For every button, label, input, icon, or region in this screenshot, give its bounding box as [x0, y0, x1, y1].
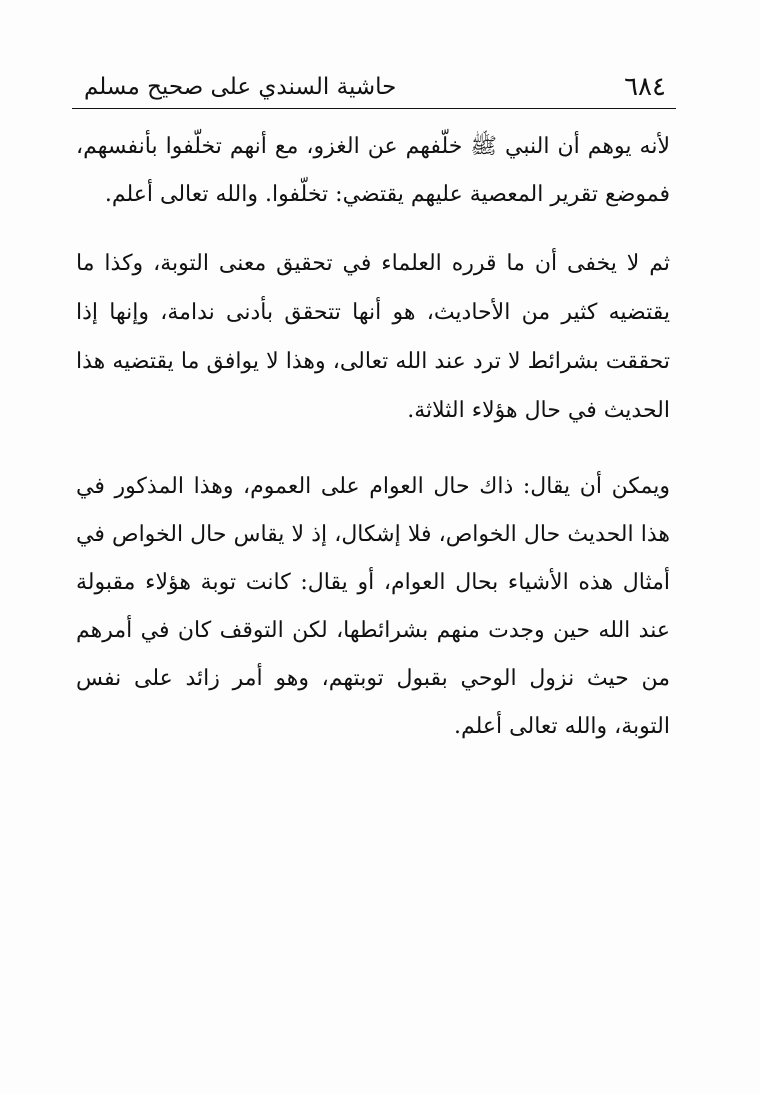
paragraph-3: ويمكن أن يقال: ذاك حال العوام على العموم، وهذا المذكور في هذا الحديث حال الخواص، فلا إشكال، إذ لا يقاس حال الخواص في أمثال هذه الأشياء بحال العوام، أو يقال: كانت توبة هؤلاء مقبولة عند الله حين وجدت منهم بشرائطها، لكن التوقف كان في أمرهم من حيث نزول الوحي بقبول توبتهم، وهو أمر زائد على نفس التوبة، والله تعالى أعلم. [76, 474, 670, 739]
body-text [76, 123, 670, 751]
page-header [72, 68, 676, 109]
paragraph-2: ثم لا يخفى أن ما قرره العلماء في تحقيق معنى التوبة، وكذا ما يقتضيه كثير من الأحاديث، هو أنها تتحقق بأدنى ندامة، وإنها إذا تحققت بشرائط لا ترد عند الله تعالى، وهذا لا يوافق ما يقتضيه هذا الحديث في حال هؤلاء الثلاثة. [76, 251, 670, 423]
page-number: ٦٨٤ [624, 72, 666, 102]
paragraph-1: لأنه يوهم أن النبي ﷺ خلّفهم عن الغزو، مع أنهم تخلّفوا بأنفسهم، فموضع تقرير المعصية عليهم يقتضي: تخلّفوا. والله تعالى أعلم. [76, 134, 670, 207]
running-title: حاشية السندي على صحيح مسلم [84, 74, 397, 100]
